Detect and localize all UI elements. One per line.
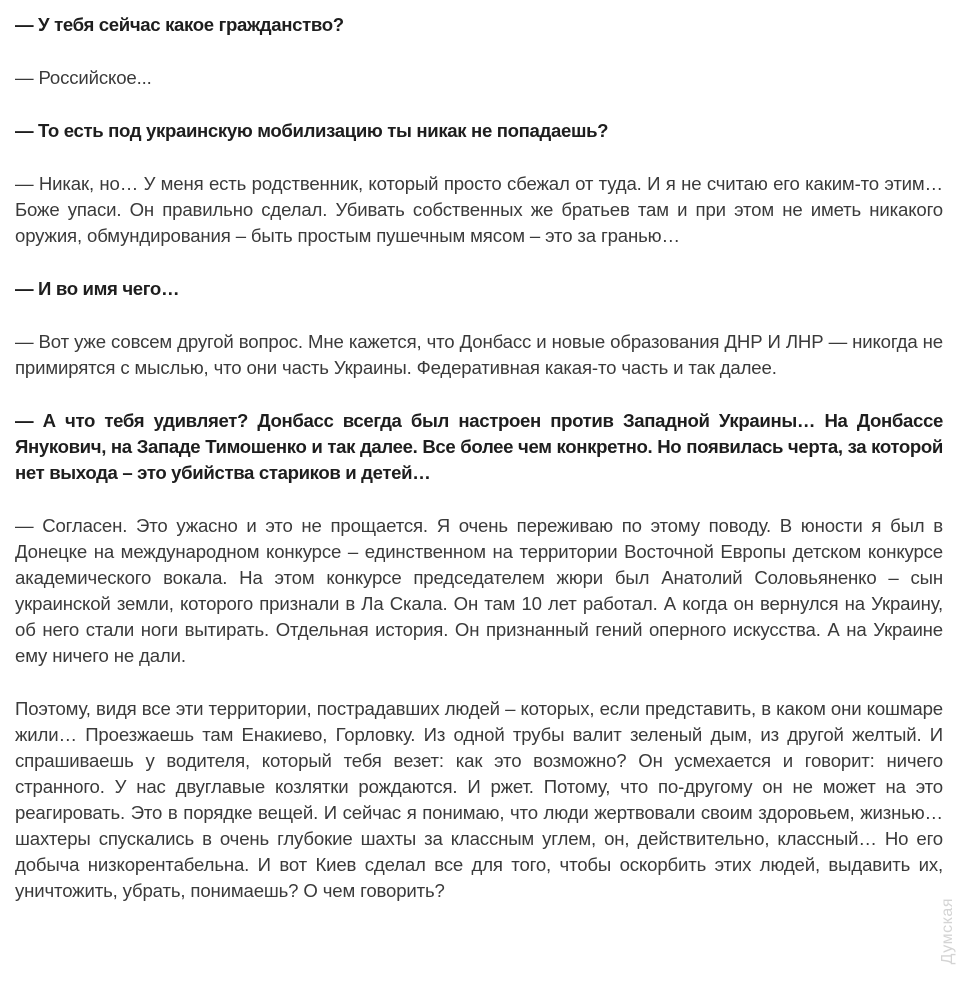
answer-territories: Поэтому, видя все эти территории, пострадавших людей – которых, если представить, в каком они кошмаре жили… Проезжаешь там Енакиево, Горловку. Из одной трубы валит зеленый дым, из другой желтый. И спрашиваешь у водителя, который тебя везет: как это возможно? Он усмехается и говорит: ничего странного. У нас двуглавые козлятки рождаются. И ржет. Потому, что по-другому он не может на это реагировать. Это в порядке вещей. И сейчас я понимаю, что люди жертвовали своим здоровьем, жизнью… шахтеры спускались в очень глубокие шахты за классным углем, он, действительно, классный… Но его добыча низкорентабельна. И вот Киев сделал все для того, чтобы оскорбить этих людей, выдавить их, уничтожить, убрать, понимаешь? О чем говорить? [15,698,943,901]
question-in-name-of-what: — И во имя чего… [15,278,180,299]
question-citizenship: — У тебя сейчас какое гражданство? [15,14,344,35]
answer-mobilization: — Никак, но… У меня есть родственник, который просто сбежал от туда. И я не считаю его каким-то этим… Боже упаси. Он правильно сделал. Убивать собственных же братьев там и при этом не иметь никакого оружия, обмундирования – быть простым пушечным мясом – это за гранью… [15,173,943,246]
answer-donbass: — Вот уже совсем другой вопрос. Мне кажется, что Донбасс и новые образования ДНР И ЛНР — никогда не примирятся с мыслью, что они часть Украины. Федеративная какая-то часть и так далее. [15,331,943,378]
article-body [15,12,943,931]
question-mobilization: — То есть под украинскую мобилизацию ты никак не попадаешь? [15,120,609,141]
answer-citizenship: — Российское... [15,67,152,88]
watermark-logo: Думская [939,898,956,965]
question-what-surprises: — А что тебя удивляет? Донбасс всегда был настроен против Западной Украины… На Донбассе Янукович, на Западе Тимошенко и так далее. Все более чем конкретно. Но появилась черта, за которой нет выхода – это убийства стариков и детей… [15,410,943,483]
answer-agree: — Согласен. Это ужасно и это не прощается. Я очень переживаю по этому поводу. В юности я был в Донецке на международном конкурсе – единственном на территории Восточной Европы детском конкурсе академического вокала. На этом конкурсе председателем жюри был Анатолий Соловьяненко – сын украинской земли, которого признали в Ла Скала. Он там 10 лет работал. А когда он вернулся на Украину, об него стали ноги вытирать. Отдельная история. Он признанный гений оперного искусства. А на Украине ему ничего не дали. [15,515,943,666]
